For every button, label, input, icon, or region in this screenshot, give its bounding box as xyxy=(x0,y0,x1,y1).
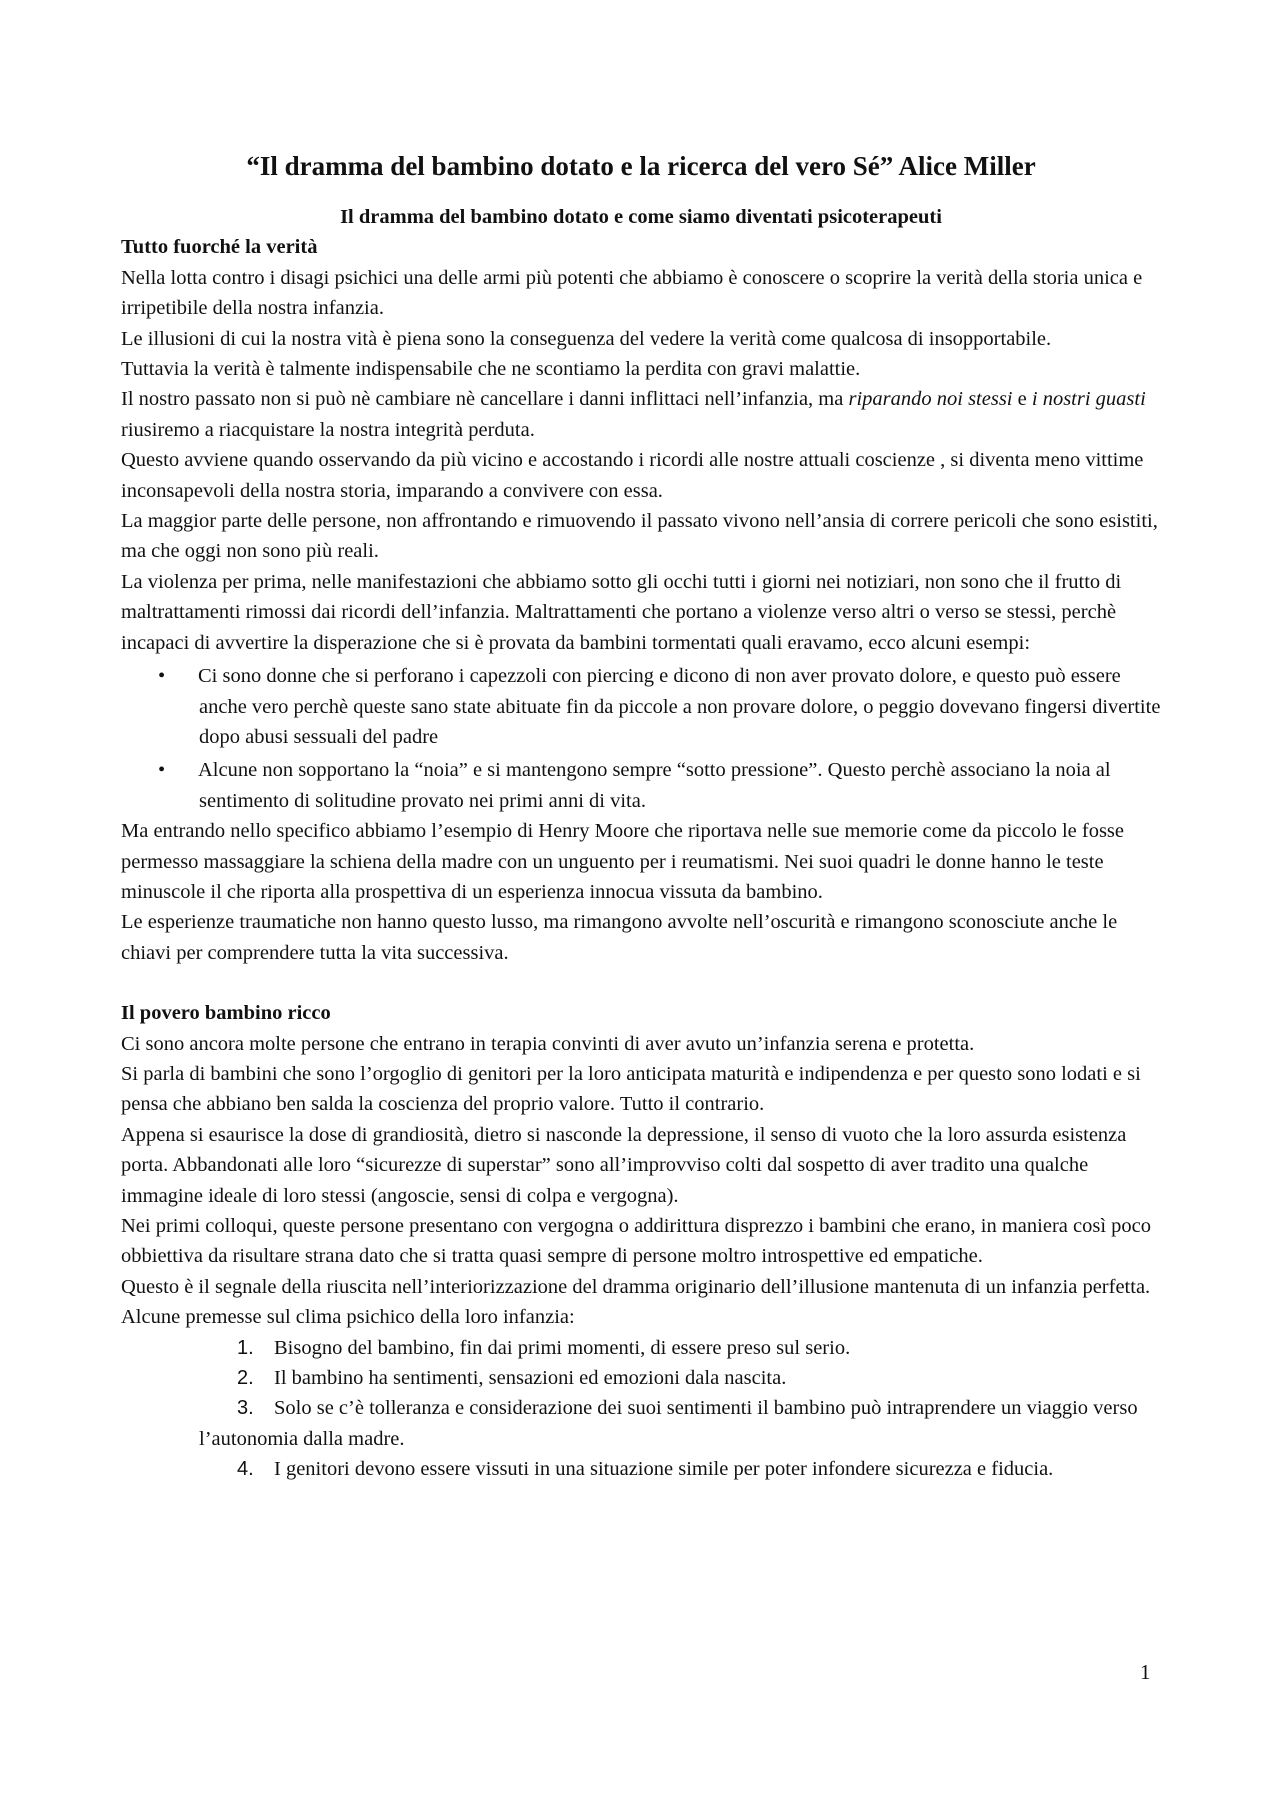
list-item-text: Alcune non sopportano la “noia” e si mantengono sempre “sotto pressione”. Questo perchè associano la noia al sentimento di solitudine provato nei primi anni di vita. xyxy=(198,759,1111,812)
text-run: Il nostro passato non si può nè cambiare nè cancellare i danni inflittaci nell’infanzia, ma xyxy=(121,388,849,411)
section-heading: Tutto fuorché la verità xyxy=(121,236,318,259)
bullet-marker: • xyxy=(158,665,166,688)
paragraph: Si parla di bambini che sono l’orgoglio di genitori per la loro anticipata maturità e indipendenza e per questo sono lodati e si pensa che abbiano ben salda la coscienza del proprio valore. Tutto il contrario. xyxy=(121,1062,1141,1116)
list-item xyxy=(121,1393,1161,1454)
list-item xyxy=(121,1333,1161,1363)
bullet-line xyxy=(121,759,198,781)
spacer xyxy=(121,968,1161,998)
number-line xyxy=(121,1367,274,1389)
document-title: “Il dramma del bambino dotato e la ricerca del vero Sé” Alice Miller xyxy=(246,151,1036,181)
paragraph: Tuttavia la verità è talmente indispensabile che ne scontiamo la perdita con gravi malattie. xyxy=(121,358,861,381)
number-line xyxy=(121,1337,274,1359)
list-item xyxy=(121,1363,1161,1393)
paragraph: Ci sono ancora molte persone che entrano in terapia convinti di aver avuto un’infanzia serena e protetta. xyxy=(121,1032,975,1055)
bullet-list xyxy=(121,661,1161,816)
number-line xyxy=(121,1458,274,1480)
paragraph: Ma entrando nello specifico abbiamo l’esempio di Henry Moore che riportava nelle sue memorie come da piccolo le fosse permesso massaggiare la schiena della madre con un unguento per i reumatismi. Nei suoi quadri le donne hanno le teste minuscole il che riporta alla prospettiva di un esperienza innocua vissuta da bambino. xyxy=(121,820,1125,903)
text-run: e xyxy=(1012,388,1032,411)
list-item xyxy=(121,661,1161,752)
document-body xyxy=(121,148,1161,1485)
number-line xyxy=(121,1397,274,1419)
italic-text: i nostri guasti xyxy=(1031,388,1146,411)
text-run: riusiremo a riacquistare la nostra integrità perduta. xyxy=(121,418,535,441)
bullet-marker: • xyxy=(158,759,166,782)
list-item-text: Solo se c’è tolleranza e considerazione dei suoi sentimenti il bambino può intraprendere un viaggio verso l’autonomia dalla madre. xyxy=(199,1397,1138,1450)
paragraph: La maggior parte delle persone, non affrontando e rimuovendo il passato vivono nell’ansia di correre pericoli che sono esistiti, ma che oggi non sono più reali. xyxy=(121,510,1158,563)
list-number: 3. xyxy=(237,1397,254,1420)
list-number: 1. xyxy=(237,1336,254,1359)
paragraph: Le illusioni di cui la nostra vità è piena sono la conseguenza del vedere la verità come qualcosa di insopportabile. xyxy=(121,327,1052,350)
list-number: 4. xyxy=(237,1458,254,1481)
list-item-text: Il bambino ha sentimenti, sensazioni ed emozioni dala nascita. xyxy=(274,1367,787,1390)
page-number: 1 xyxy=(1140,1660,1151,1684)
list-item xyxy=(121,755,1161,816)
section-heading: Il povero bambino ricco xyxy=(121,1002,331,1025)
list-item xyxy=(121,1454,1161,1484)
paragraph: Nella lotta contro i disagi psichici una delle armi più potenti che abbiamo è conoscere o scoprire la verità della storia unica e irripetibile della nostra infanzia. xyxy=(121,266,1143,320)
paragraph xyxy=(121,384,1161,445)
italic-text: riparando noi stessi xyxy=(848,388,1013,411)
paragraph: Nei primi colloqui, queste persone presentano con vergogna o addirittura disprezzo i bambini che erano, in maniera così poco obbiettiva da risultare strana dato che si tratta quasi sempre di persone moltro introspettive ed empatiche. xyxy=(121,1215,1151,1268)
document-subtitle: Il dramma del bambino dotato e come siamo diventati psicoterapeuti xyxy=(340,206,942,228)
list-item-text: I genitori devono essere vissuti in una situazione simile per poter infondere sicurezza e fiducia. xyxy=(274,1458,1054,1481)
list-item-text: Bisogno del bambino, fin dai primi momenti, di essere preso sul serio. xyxy=(274,1336,851,1359)
paragraph: Appena si esaurisce la dose di grandiosità, dietro si nasconde la depressione, il senso di vuoto che la loro assurda esistenza porta. Abbandonati alle loro “sicurezze di superstar” sono all’improvviso colti dal sospetto di aver tradito una qualche immagine ideale di loro stessi (angoscie, sensi di colpa e vergogna). xyxy=(121,1123,1127,1207)
list-item-text: Ci sono donne che si perforano i capezzoli con piercing e dicono di non aver provato dolore, e questo può essere anche vero perchè queste sano state abituate fin da piccole a non provare dolore, o peggio dovevano fingersi divertite dopo abusi sessuali del padre xyxy=(198,665,1161,748)
paragraph: Le esperienze traumatiche non hanno questo lusso, ma rimangono avvolte nell’oscurità e rimangono sconosciute anche le chiavi per comprendere tutta la vita successiva. xyxy=(121,911,1118,964)
paragraph: Alcune premesse sul clima psichico della loro infanzia: xyxy=(121,1306,575,1329)
paragraph: Questo avviene quando osservando da più vicino e accostando i ricordi alle nostre attuali coscienze , si diventa meno vittime inconsapevoli della nostra storia, imparando a convivere con essa. xyxy=(121,449,1144,502)
numbered-list xyxy=(121,1333,1161,1485)
paragraph: Questo è il segnale della riuscita nell’interiorizzazione del dramma originario dell’illusione mantenuta di un infanzia perfetta. xyxy=(121,1275,1151,1298)
list-number: 2. xyxy=(237,1367,254,1390)
bullet-line xyxy=(121,665,198,687)
paragraph: La violenza per prima, nelle manifestazioni che abbiamo sotto gli occhi tutti i giorni nei notiziari, non sono che il frutto di maltrattamenti rimossi dai ricordi dell’infanzia. Maltrattamenti che portano a violenze verso altri o verso se stessi, perchè incapaci di avvertire la disperazione che si è provata da bambini tormentati quali eravamo, ecco alcuni esempi: xyxy=(121,570,1122,654)
